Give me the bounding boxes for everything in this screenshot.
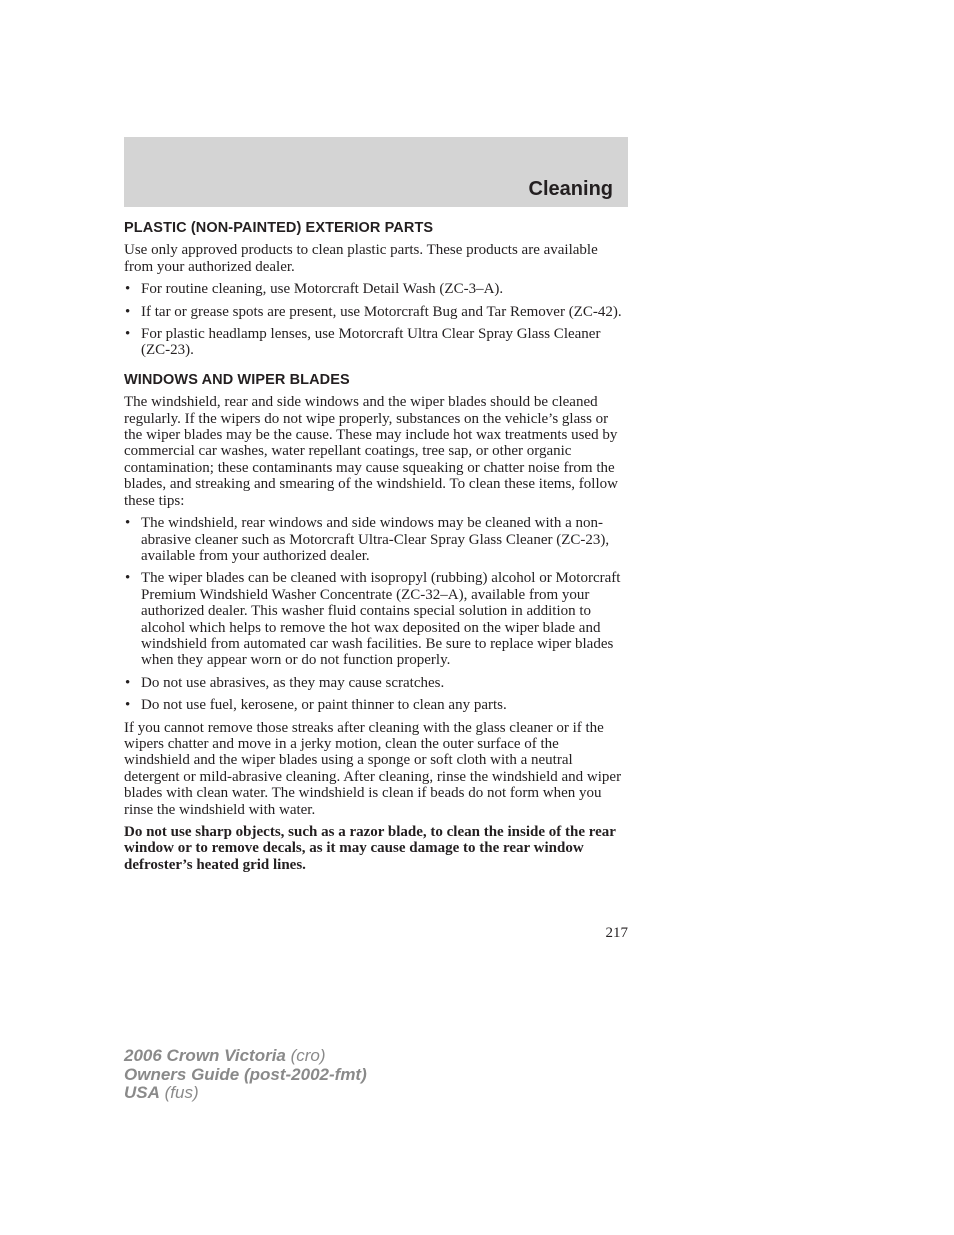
- footer-line-model: 2006 Crown Victoria (cro): [124, 1046, 326, 1065]
- document-footer: [124, 1047, 367, 1103]
- list-item: • The windshield, rear windows and side windows may be cleaned with a non-abrasive cleaner such as Motorcraft Ultra-Clear Spray Glass Cleaner (ZC-23), available from your authorized dealer.: [125, 515, 610, 564]
- list-item: • For routine cleaning, use Motorcraft Detail Wash (ZC-3–A).: [125, 281, 504, 298]
- section-windows-wipers: [124, 372, 628, 873]
- chapter-title: Cleaning: [528, 178, 613, 200]
- footer-line-market: USA (fus): [124, 1083, 199, 1102]
- chapter-header-band: [124, 137, 628, 207]
- bullet-icon: •: [125, 326, 131, 343]
- bullet-list: [124, 515, 628, 713]
- bullet-icon: •: [125, 697, 131, 714]
- list-item: • Do not use abrasives, as they may cause scratches.: [125, 674, 445, 691]
- section-heading: PLASTIC (NON-PAINTED) EXTERIOR PARTS: [124, 220, 434, 236]
- list-item: • If tar or grease spots are present, use Motorcraft Bug and Tar Remover (ZC-42).: [125, 303, 622, 320]
- section-outro: If you cannot remove those streaks after cleaning with the glass cleaner or if the wipers chatter and move in a jerky motion, clean the outer surface of the windshield and the wiper blades using a sponge or soft cloth with a neutral detergent or mild-abrasive cleaning. After cleaning, rinse the windshield and wiper blades with clean water. The windshield is clean if beads do not form when you rinse the windshield with water.: [124, 719, 622, 818]
- page-content: [124, 220, 628, 879]
- list-item: • For plastic headlamp lenses, use Motorcraft Ultra Clear Spray Glass Cleaner (ZC-23).: [125, 326, 601, 359]
- list-item: • The wiper blades can be cleaned with isopropyl (rubbing) alcohol or Motorcraft Premium Windshield Washer Concentrate (ZC-32–A), available from your authorized dealer. This washer fluid contains special solution in addition to alcohol which helps to remove the hot wax deposited on the wiper blade and windshield from automated car wash facilities. Be sure to replace wiper blades when they appear worn or do not function properly.: [125, 570, 621, 669]
- bullet-icon: •: [125, 303, 131, 320]
- section-intro: The windshield, rear and side windows and the wiper blades should be cleaned regularly. If the wipers do not wipe properly, substances on the vehicle’s glass or the wiper blades may be the cause. These may include hot wax treatments used by commercial car washes, water repellant coatings, tree sap, or other organic contamination; these contaminants may cause squeaking or chatter noise from the blades, and streaking and smearing of the windshield. To clean these items, follow these tips:: [124, 394, 618, 509]
- bullet-icon: •: [125, 674, 131, 691]
- bullet-icon: •: [125, 515, 131, 532]
- footer-line-guide: Owners Guide (post-2002-fmt): [124, 1064, 367, 1084]
- bullet-icon: •: [125, 281, 131, 298]
- section-plastic-parts: [124, 220, 628, 359]
- bullet-icon: •: [125, 570, 131, 587]
- warning-text: Do not use sharp objects, such as a razor blade, to clean the inside of the rear window or to remove decals, as it may cause damage to the rear window defroster’s heated grid lines.: [124, 824, 616, 873]
- page-number: 217: [605, 925, 628, 941]
- list-item: • Do not use fuel, kerosene, or paint thinner to clean any parts.: [125, 697, 507, 714]
- section-heading: WINDOWS AND WIPER BLADES: [124, 371, 350, 388]
- bullet-list: [124, 281, 628, 359]
- section-intro: Use only approved products to clean plastic parts. These products are available from your authorized dealer.: [124, 242, 598, 275]
